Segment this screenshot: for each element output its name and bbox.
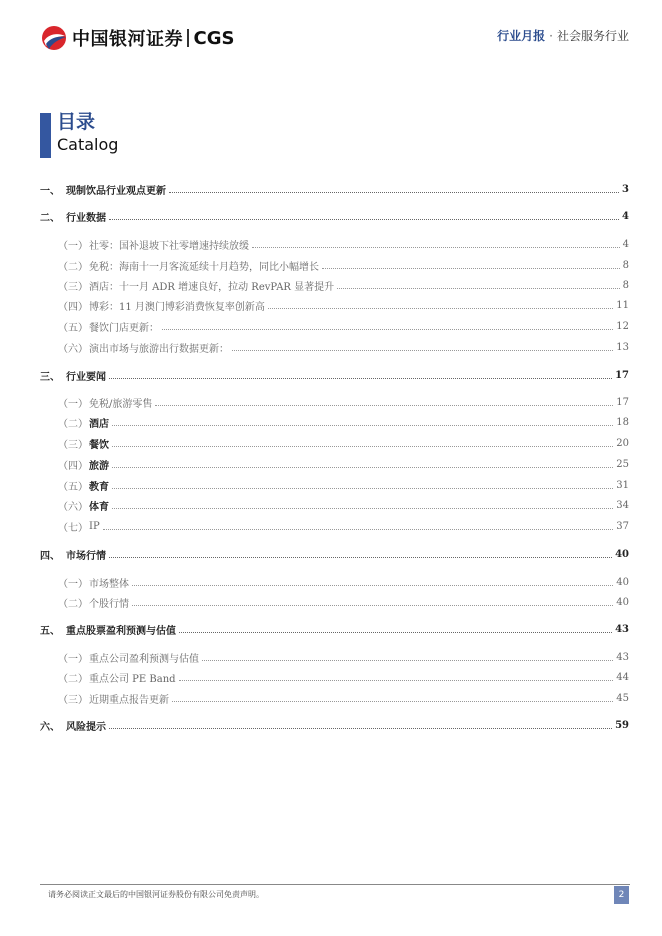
toc-entry-label: 行业数据 [66,212,106,224]
toc-page-number: 31 [616,479,629,491]
toc-subsection-entry[interactable] [40,257,629,273]
cgs-logo-icon [40,24,68,52]
toc-dot-leader [268,307,613,309]
toc-entry-label: 个股行情 [89,598,129,610]
toc-dot-leader [337,287,619,289]
toc-dot-leader [322,267,620,269]
toc-entry-label: 行业要闻 [66,371,106,383]
toc-section-entry[interactable] [40,367,629,383]
toc-entry-label: 博彩：11 月澳门博彩消费恢复率创新高 [89,301,265,313]
toc-dot-leader [112,424,613,426]
toc-entry-label: 近期重点报告更新 [89,694,169,706]
toc-dot-leader [112,466,613,468]
toc-dot-leader [202,659,613,661]
toc-entry-label: 旅游 [89,460,109,472]
toc-page-number: 40 [616,576,629,588]
toc-entry-number: 四、 [40,550,60,562]
toc-section-entry[interactable] [40,621,629,637]
toc-dot-leader [109,556,612,558]
header-separator: · [549,29,553,43]
toc-page-number: 8 [622,259,629,271]
toc-page-number: 59 [615,719,629,731]
toc-page-number: 34 [616,499,629,511]
toc-entry-number: （二） [58,598,88,610]
toc-page-number: 12 [616,320,629,332]
toc-entry-number: 三、 [40,371,60,383]
toc-page-number: 3 [622,183,629,195]
toc-entry-label: 市场整体 [89,578,129,590]
toc-entry-number: （六） [58,501,88,513]
logo-divider [187,29,189,47]
toc-entry-number: 一、 [40,185,60,197]
toc-subsection-entry[interactable] [40,669,629,685]
toc-entry-label: 市场行情 [66,550,106,562]
toc-section-entry[interactable] [40,208,629,224]
logo-text-en: CGS [193,27,235,49]
toc-page-number: 13 [616,341,629,353]
toc-subsection-entry[interactable] [40,690,629,706]
toc-entry-number: 五、 [40,625,60,637]
toc-dot-leader [162,328,613,330]
toc-entry-number: （四） [58,460,88,472]
toc-dot-leader [179,679,614,681]
toc-section-entry[interactable] [40,546,629,562]
footer-divider [40,884,630,885]
toc-section-entry[interactable] [40,717,629,733]
toc-page-number: 43 [616,651,629,663]
toc-entry-label: 重点公司盈利预测与估值 [89,653,199,665]
toc-entry-label: 演出市场与旅游出行数据更新： [89,343,229,355]
toc-entry-number: （一） [58,240,88,252]
toc-subsection-entry[interactable] [40,477,629,493]
toc-subsection-entry[interactable] [40,297,629,313]
toc-entry-number: （二） [58,673,88,685]
toc-dot-leader [179,631,612,633]
report-type-label: 行业月报 [497,29,546,43]
report-category [497,27,629,44]
toc-dot-leader [232,349,613,351]
toc-entry-number: （六） [58,343,88,355]
toc-dot-leader [109,727,612,729]
toc-entry-number: 六、 [40,721,60,733]
toc-subsection-entry[interactable] [40,594,629,610]
toc-dot-leader [132,584,613,586]
toc-subsection-entry[interactable] [40,497,629,513]
toc-entry-label: 风险提示 [66,721,106,733]
toc-dot-leader [169,191,619,193]
toc-entry-number: （二） [58,261,88,273]
toc-subsection-entry[interactable] [40,574,629,590]
industry-label: 社会服务行业 [556,29,629,43]
toc-entry-number: （三） [58,694,88,706]
page-header [0,0,662,70]
toc-subsection-entry[interactable] [40,456,629,472]
toc-entry-number: （一） [58,398,88,410]
toc-entry-number: （七） [58,522,88,534]
toc-subsection-entry[interactable] [40,649,629,665]
toc-page-number: 25 [616,458,629,470]
toc-subsection-entry[interactable] [40,414,629,430]
toc-entry-label: 免税：海南十一月客流延续十月趋势，同比小幅增长 [89,261,319,273]
toc-page-number: 11 [616,299,629,311]
toc-subsection-entry[interactable] [40,518,629,534]
toc-page-number: 17 [616,396,629,408]
footer-disclaimer: 请务必阅读正文最后的中国银河证券股份有限公司免责声明。 [48,890,264,899]
toc-entry-label: 重点公司 PE Band [89,673,176,685]
toc-entry-label: 现制饮品行业观点更新 [66,185,166,197]
company-logo [40,24,234,52]
toc-entry-number: （三） [58,281,88,293]
toc-page-number: 37 [616,520,629,532]
toc-page-number: 17 [615,369,629,381]
toc-subsection-entry[interactable] [40,277,629,293]
toc-entry-label: IP [89,520,100,532]
toc-page-number: 18 [616,416,629,428]
toc-entry-label: 社零：国补退坡下社零增速持续放缓 [89,240,249,252]
toc-dot-leader [103,528,614,530]
toc-entry-label: 免税/旅游零售 [89,398,153,410]
toc-dot-leader [132,604,613,606]
toc-dot-leader [109,218,619,220]
toc-entry-number: （五） [58,481,88,493]
toc-subsection-entry[interactable] [40,435,629,451]
toc-dot-leader [172,700,613,702]
toc-page-number: 44 [616,671,629,683]
toc-entry-label: 重点股票盈利预测与估值 [66,625,176,637]
toc-page-number: 20 [616,437,629,449]
toc-entry-number: （三） [58,439,88,451]
toc-page-number: 8 [622,279,629,291]
toc-subsection-entry[interactable] [40,339,629,355]
logo-text-cn: 中国银河证券 [72,29,183,50]
toc-entry-number: （一） [58,653,88,665]
title-accent-bar [40,113,51,158]
toc-dot-leader [112,487,613,489]
toc-entry-number: （五） [58,322,88,334]
toc-dot-leader [109,377,612,379]
toc-page-number: 43 [615,623,629,635]
toc-entry-label: 体育 [89,501,109,513]
page-subtitle: Catalog [57,135,119,154]
toc-entry-label: 酒店 [89,418,109,430]
toc-entry-label: 教育 [89,481,109,493]
page-number: 2 [614,886,629,904]
toc-entry-number: （一） [58,578,88,590]
toc-page-number: 4 [622,238,629,250]
page-title: 目录 [57,111,96,133]
toc-entry-label: 酒店：十一月 ADR 增速良好，拉动 RevPAR 显著提升 [89,281,335,293]
toc-subsection-entry[interactable] [40,318,629,334]
toc-entry-number: 二、 [40,212,60,224]
toc-entry-label: 餐饮 [89,439,109,451]
toc-page-number: 40 [616,596,629,608]
toc-entry-number: （四） [58,301,88,313]
toc-dot-leader [112,445,613,447]
toc-entry-label: 餐饮门店更新： [89,322,159,334]
toc-page-number: 40 [615,548,629,560]
toc-subsection-entry[interactable] [40,394,629,410]
toc-section-entry[interactable] [40,181,629,197]
toc-dot-leader [112,507,613,509]
toc-subsection-entry[interactable] [40,236,629,252]
toc-page-number: 45 [616,692,629,704]
toc-dot-leader [155,404,613,406]
toc-entry-number: （二） [58,418,88,430]
toc-dot-leader [252,246,620,248]
toc-page-number: 4 [622,210,629,222]
